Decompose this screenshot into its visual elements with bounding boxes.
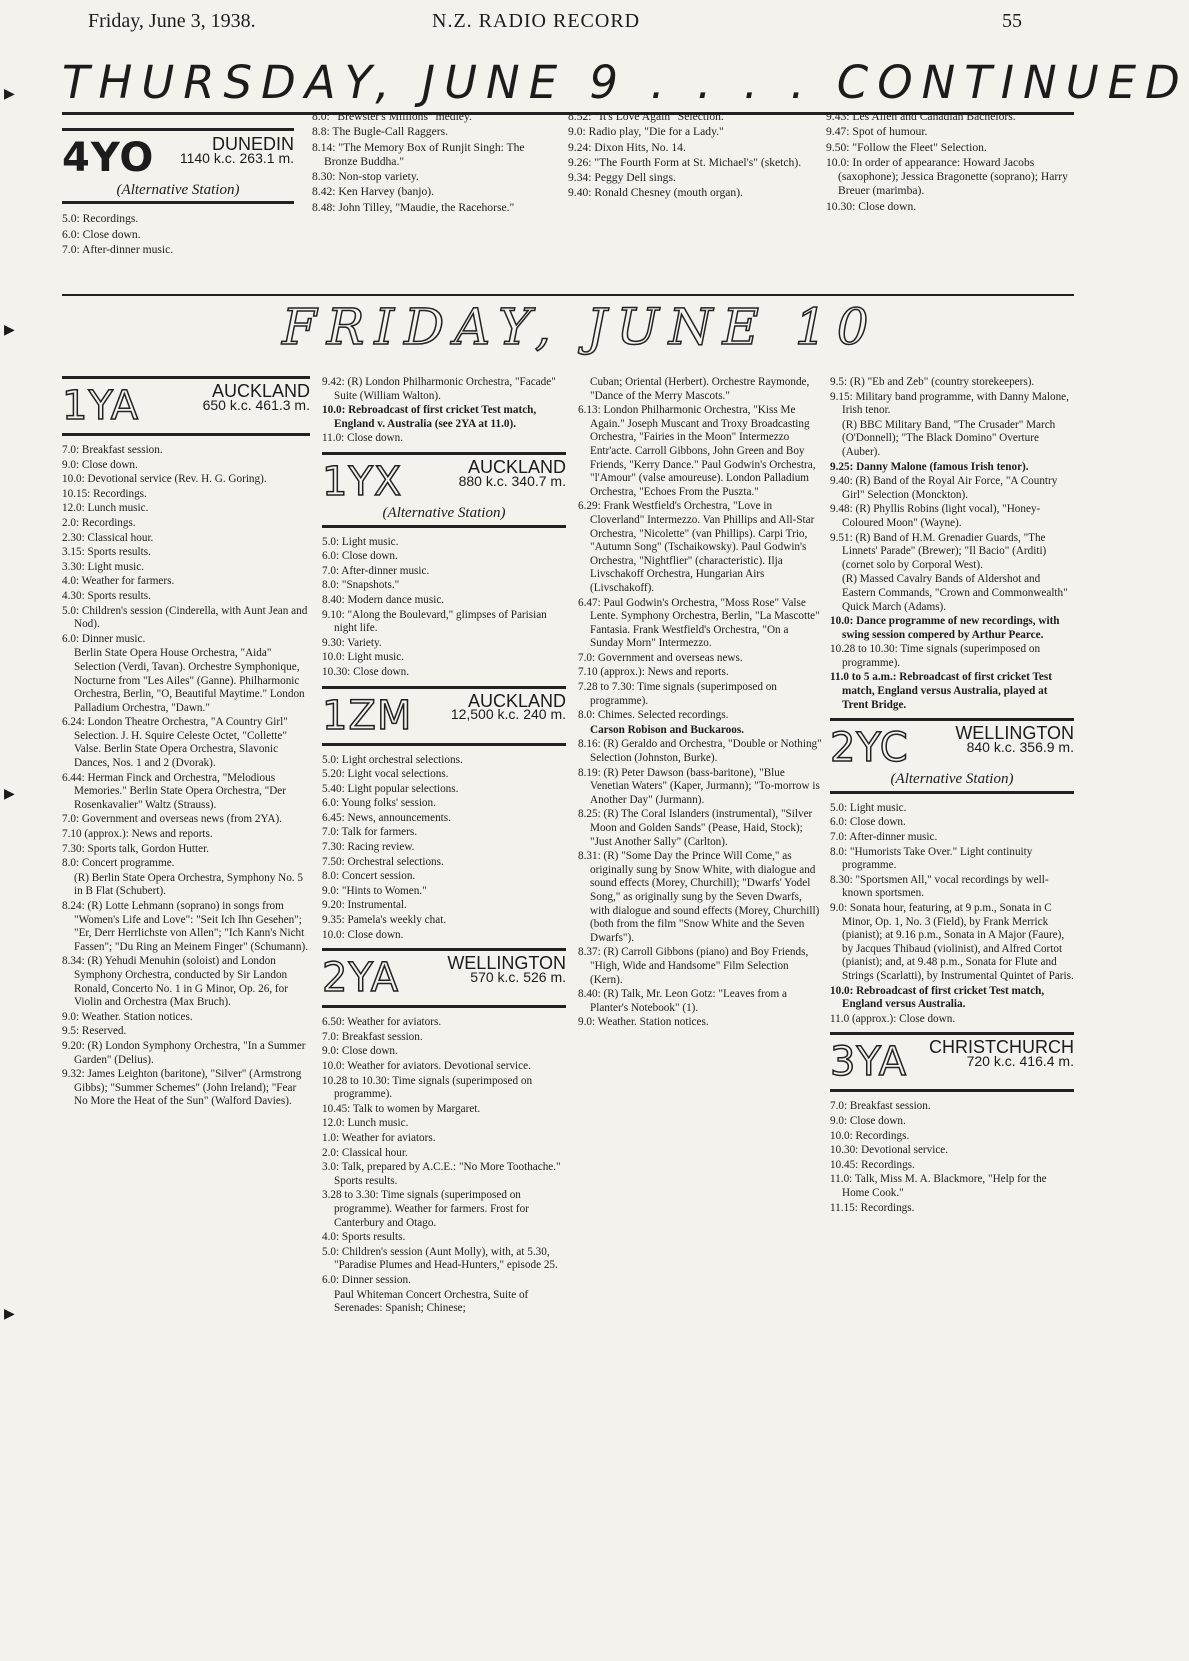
listing: 9.42: (R) London Philharmonic Orchestra, "Facade" Suite (William Walton).	[322, 376, 556, 402]
frequency: 840 k.c. 356.9 m.	[966, 738, 1074, 755]
listing: 9.0: Close down.	[322, 1045, 398, 1058]
listing: 5.0: Light music.	[830, 801, 907, 814]
listing: 6.44: Herman Finck and Orchestra, "Melodious Memories." Berlin State Opera Orchestra, "Der Rosenkavalier" Waltz (Strauss).	[62, 771, 286, 811]
listing: 9.43: Les Allen and Canadian Bachelors.	[826, 110, 1016, 123]
listing: 9.5: (R) "Eb and Zeb" (country storekeepers).	[830, 376, 1035, 388]
listing: 10.28 to 10.30: Time signals (superimposed on programme).	[830, 643, 1041, 669]
listing: 8.16: (R) Geraldo and Orchestra, "Double or Nothing" Selection (Johnston, Burke).	[578, 738, 822, 765]
listing: 6.29: Frank Westfield's Orchestra, "Love in Cloverland" Intermezzo. Van Phillips and All-Star Orchestra, "Nicolette" (van Phillips). Carpi Trio, "Autumn Song" (Tschaikowsky). Paul Godwin's Orchestra, "Nightflier" (characteristic). Ilja Livschakoff Orchestra, Hungarian Airs (Livschakoff).	[578, 500, 815, 594]
listing: 10.0: Rebroadcast of first cricket Test match, England versus Australia.	[830, 984, 1045, 1011]
city: WELLINGTON	[955, 723, 1074, 744]
friday-column-2	[322, 376, 566, 1317]
listing: 7.0: Talk for farmers.	[322, 826, 418, 839]
listing: 6.24: London Theatre Orchestra, "A Country Girl" Selection. J. H. Squire Celeste Octet, "Collette" Valse. Berlin State Opera Orchestra, Slavonic Dances, Nos. 1 and 2 (Dvorak).	[62, 716, 288, 770]
listing: 10.15: Recordings.	[62, 487, 147, 500]
issue-date: Friday, June 3, 1938.	[88, 10, 256, 32]
listing: 9.0: Weather. Station notices.	[578, 1016, 709, 1029]
city: CHRISTCHURCH	[929, 1037, 1074, 1058]
station-4yo-column	[62, 122, 294, 258]
listing: 11.0 to 5 a.m.: Rebroadcast of first cricket Test match, England versus Australia, played at Trent Bridge.	[830, 671, 1052, 711]
listing: 3.15: Sports results.	[62, 546, 151, 559]
listing: 6.0: Dinner music.	[62, 632, 146, 645]
listing: 7.0: Government and overseas news.	[578, 651, 743, 664]
listing: Carson Robison and Buckaroos.	[590, 723, 744, 736]
listing: 10.30: Close down.	[826, 199, 917, 213]
listing: 12.0: Lunch music.	[62, 502, 149, 515]
listing: 11.0 (approx.): Close down.	[830, 1012, 956, 1025]
friday-column-4	[830, 376, 1074, 1216]
margin-mark: ▶	[4, 86, 15, 102]
listing: 8.24: (R) Lotte Lehmann (soprano) in songs from "Women's Life and Love": "Seit Ich Ihn Gesehen"; "Er, Derr Herrlichste von Allen"; "Ich Kann's Nicht Fassen"; "Du Ring an Meinem Finger" (Schumann).	[62, 900, 309, 953]
listing: Berlin State Opera House Orchestra, "Aida" Selection (Verdi, Tavan). Orchestre Symphonique, Nocturne from "Les Ailes" (Ganne). Philharmonic Orchestra, Berlin, "O, Beautiful Maytime." London Palladium Orchestra, "Dawn."	[74, 647, 305, 714]
listing: 10.0: Dance programme of new recordings, with swing session compered by Arthur Pearce.	[830, 615, 1060, 641]
listing: 4.0: Sports results.	[322, 1231, 406, 1244]
listing: 10.28 to 10.30: Time signals (superimposed on programme).	[322, 1074, 533, 1101]
listing: 5.0: Children's session (Aunt Molly), with, at 5.30, "Paradise Plumes and Head-Hunters," episode 25.	[322, 1245, 558, 1272]
listing: 10.0: Recordings.	[830, 1129, 910, 1142]
friday-column-3	[578, 376, 822, 1031]
listing: Cuban; Oriental (Herbert). Orchestre Raymonde, "Dance of the Merry Mascots."	[590, 376, 810, 402]
listing: 9.0: Radio play, "Die for a Lady."	[568, 125, 724, 139]
listing: 8.34: (R) Yehudi Menuhin (soloist) and London Symphony Orchestra, conducted by Sir Landon Ronald, Concerto No. 1 in G Minor, Op. 26, for Violin and Orchestra (Max Bruch).	[62, 955, 288, 1009]
listing: 6.0: Close down.	[830, 816, 906, 829]
city: AUCKLAND	[467, 456, 566, 477]
listing: 8.0: Concert session.	[322, 870, 416, 883]
listing: 8.30: Non-stop variety.	[312, 170, 419, 184]
listing: 7.0: Breakfast session.	[62, 444, 163, 456]
listing: 6.50: Weather for aviators.	[322, 1016, 442, 1029]
section-rule	[62, 294, 1074, 296]
thursday-column-2	[312, 110, 552, 216]
listing: 8.19: (R) Peter Dawson (bass-baritone), "Blue Venetian Waters" (Kaper, Jurmann); "To-morrow is Another Day" (Jurmann).	[578, 766, 820, 806]
listing: 8.37: (R) Carroll Gibbons (piano) and Boy Friends, "High, Wide and Handsome" Film Selection (Kern).	[578, 946, 809, 986]
listing: 7.0: Breakfast session.	[322, 1030, 423, 1043]
margin-mark: ▶	[4, 1306, 15, 1322]
listing: 8.42: Ken Harvey (banjo).	[312, 185, 435, 199]
listing: 9.40: Ronald Chesney (mouth organ).	[568, 186, 743, 200]
listing: 7.0: After-dinner music.	[322, 564, 430, 577]
listing: 9.5: Reserved.	[62, 1025, 127, 1038]
city: DUNEDIN	[211, 134, 294, 154]
listing: 5.40: Light popular selections.	[322, 782, 459, 795]
listing: 7.0: After-dinner music.	[830, 831, 938, 844]
listing: 9.48: (R) Phyllis Robins (light vocal), "Honey-Coloured Moon" (Wayne).	[830, 503, 1041, 529]
listing: 4.0: Weather for farmers.	[62, 575, 175, 588]
listing: 6.47: Paul Godwin's Orchestra, "Moss Rose" Valse Lente. Symphony Orchestra, Berlin, "La Mascotte" Fantasia. Frank Westfield's Orchestra, "On a Sunday Morn" Intermezzo.	[578, 596, 820, 650]
frequency: 570 k.c. 526 m.	[470, 968, 566, 985]
listing: 5.0: Recordings.	[62, 212, 139, 226]
frequency: 650 k.c. 461.3 m.	[202, 396, 310, 413]
listing: 7.10 (approx.): News and reports.	[578, 666, 729, 679]
listing: 9.10: "Along the Boulevard," glimpses of Parisian night life.	[322, 608, 547, 635]
call-sign: 2YC	[830, 725, 909, 772]
listing: 9.40: (R) Band of the Royal Air Force, "A Country Girl" Selection (Monckton).	[830, 475, 1058, 501]
listing: 7.0: Government and overseas news (from 2YA).	[62, 813, 282, 826]
listing: 2.0: Classical hour.	[322, 1146, 408, 1159]
city: AUCKLAND	[211, 381, 310, 401]
call-sign: 1YA	[62, 383, 140, 429]
call-sign: 1YX	[322, 458, 403, 505]
listing: 4.30: Sports results.	[62, 589, 151, 602]
page-number: 55	[1002, 10, 1022, 32]
listing: 3.28 to 3.30: Time signals (superimposed on programme). Weather for farmers. Frost for Canterbury and Otago.	[322, 1189, 529, 1229]
thursday-column-4	[826, 110, 1074, 215]
listing: 9.32: James Leighton (baritone), "Silver" (Armstrong Gibbs); "Summer Schemes" (John Ireland); "Fear No More the Heat of the Sun" (Walford Davies).	[62, 1068, 302, 1108]
listing: 11.0: Talk, Miss M. A. Blackmore, "Help for the Home Cook."	[830, 1173, 1047, 1199]
listing: 10.30: Close down.	[322, 665, 410, 678]
station-1ya-block	[62, 376, 310, 436]
listing: 8.30: "Sportsmen All," vocal recordings by well-known sportsmen.	[830, 873, 1049, 900]
listing: 10.0: Close down.	[322, 928, 404, 941]
listing: 8.40: (R) Talk, Mr. Leon Gotz: "Leaves from a Planter's Notebook" (1).	[578, 988, 787, 1014]
call-sign: 3YA	[830, 1039, 908, 1086]
listing: 3.30: Light music.	[62, 560, 145, 573]
listing: 5.0: Light music.	[322, 535, 399, 548]
listing: (R) Massed Cavalry Bands of Aldershot and Eastern Commands, "Crown and Commonwealth" Quick March (Adams).	[842, 573, 1068, 613]
listing: 9.34: Peggy Dell sings.	[568, 171, 676, 185]
listing: 7.10 (approx.): News and reports.	[62, 828, 213, 841]
listing: 8.0: "Brewster's Millions" medley.	[312, 110, 472, 123]
listing: 6.0: Dinner session.	[322, 1273, 411, 1286]
listing: 9.20: Instrumental.	[322, 899, 407, 912]
listing: 3.0: Talk, prepared by A.C.E.: "No More Toothache." Sports results.	[322, 1161, 561, 1187]
listing: 10.0: Devotional service (Rev. H. G. Goring).	[62, 473, 267, 486]
listing: 6.45: News, announcements.	[322, 811, 451, 824]
listing: Paul Whiteman Concert Orchestra, Suite of Serenades: Spanish; Chinese;	[334, 1288, 529, 1315]
listing: 5.0: Light orchestral selections.	[322, 753, 463, 766]
listing: 8.14: "The Memory Box of Runjit Singh: The Bronze Buddha."	[312, 140, 525, 168]
listing: 5.0: Children's session (Cinderella, with Aunt Jean and Nod).	[62, 604, 308, 631]
listing: 10.45: Recordings.	[830, 1158, 915, 1171]
listing: 8.8: The Bugle-Call Raggers.	[312, 125, 448, 139]
listing: 2.0: Recordings.	[62, 516, 136, 529]
listing: 6.13: London Philharmonic Orchestra, "Kiss Me Again." Joseph Muscant and Troxy Broadcasting Orchestra, "Fairies in the Moon" Intermezzo Entr'acte. Carroll Gibbons, John Green and Boy Friends, "Kerry Dance." Paul Godwin's Orchestra, "l'Amour" (valse amoureuse). London Palladium Orchestra, "Echoes From the Puszta."	[578, 404, 816, 498]
listing: 8.40: Modern dance music.	[322, 593, 445, 606]
listing: 9.0: Weather. Station notices.	[62, 1010, 193, 1023]
alternative-label: (Alternative Station)	[116, 182, 240, 198]
station-1zm-block	[322, 686, 566, 746]
frequency: 720 k.c. 416.4 m.	[966, 1052, 1074, 1069]
listing: 8.0: "Humorists Take Over." Light continuity programme.	[830, 845, 1033, 872]
listing: 11.15: Recordings.	[830, 1201, 915, 1214]
listing: 7.30: Sports talk, Gordon Hutter.	[62, 842, 209, 855]
listing: 9.15: Military band programme, with Danny Malone, Irish tenor.	[830, 390, 1069, 417]
listing: (R) Berlin State Opera Orchestra, Symphony No. 5 in B Flat (Schubert).	[74, 871, 303, 898]
listing: 9.47: Spot of humour.	[826, 125, 928, 139]
listing: 10.45: Talk to women by Margaret.	[322, 1102, 481, 1115]
frequency: 1140 k.c. 263.1 m.	[179, 150, 294, 167]
listing: 9.35: Pamela's weekly chat.	[322, 914, 447, 927]
listing: 9.0: "Hints to Women."	[322, 884, 427, 897]
station-4yo-block	[62, 128, 294, 204]
listing: (R) BBC Military Band, "The Crusader" March (O'Donnell); "The Black Domino" Overture (Auber).	[842, 418, 1056, 458]
listing: 1.0: Weather for aviators.	[322, 1131, 436, 1144]
call-sign: 2YA	[322, 955, 400, 1002]
frequency: 880 k.c. 340.7 m.	[458, 472, 566, 489]
station-3ya-block	[830, 1032, 1074, 1092]
alternative-label: (Alternative Station)	[382, 504, 506, 521]
listing: 2.30: Classical hour.	[62, 531, 154, 544]
listing: 8.0: "Snapshots."	[322, 579, 400, 592]
listing: 8.0: Chimes. Selected recordings.	[578, 709, 729, 722]
station-2yc-block	[830, 718, 1074, 794]
friday-heading: FRIDAY, JUNE 10	[282, 298, 879, 356]
listing: 10.30: Devotional service.	[830, 1144, 949, 1157]
listing: 7.0: After-dinner music.	[62, 242, 174, 256]
listing: 9.26: "The Fourth Form at St. Michael's" (sketch).	[568, 155, 802, 169]
listing: 9.0: Close down.	[830, 1114, 906, 1127]
listing: 6.0: Close down.	[322, 550, 398, 563]
city: AUCKLAND	[467, 690, 566, 711]
listing: 8.52: "It's Love Again" Selection.	[568, 110, 724, 123]
frequency: 12,500 k.c. 240 m.	[450, 706, 566, 723]
listing: 9.20: (R) London Symphony Orchestra, "In a Summer Garden" (Delius).	[62, 1039, 306, 1066]
listing: 5.20: Light vocal selections.	[322, 768, 449, 781]
listing: 9.30: Variety.	[322, 636, 382, 649]
listing: 10.0: Weather for aviators. Devotional service.	[322, 1060, 531, 1072]
station-1yx-block	[322, 452, 566, 528]
listing: 11.0: Close down.	[322, 432, 404, 445]
call-sign: 1ZM	[322, 692, 413, 739]
friday-column-1	[62, 376, 310, 1110]
alternative-label: (Alternative Station)	[890, 771, 1014, 788]
listing: 7.28 to 7.30: Time signals (superimposed on programme).	[578, 681, 777, 707]
thursday-heading: THURSDAY, JUNE 9 . . . . CONTINUED	[62, 56, 1189, 109]
listing: 10.0: In order of appearance: Howard Jacobs (saxophone); Jessica Bragonette (soprano); Harry Breuer (marimba).	[826, 155, 1068, 198]
listing: 10.0: Light music.	[322, 651, 405, 664]
city: WELLINGTON	[447, 953, 566, 974]
listing: 9.51: (R) Band of H.M. Grenadier Guards, "The Linnets' Parade" (Brewer); "Il Bacio" (Arditi) (cornet solo by Corporal West).	[830, 531, 1047, 571]
listing: 9.50: "Follow the Fleet" Selection.	[826, 140, 987, 154]
listing: 6.0: Close down.	[62, 227, 141, 241]
listing: 12.0: Lunch music.	[322, 1117, 409, 1130]
thursday-column-3	[568, 110, 808, 202]
listing: 8.0: Concert programme.	[62, 857, 175, 870]
listing: 7.0: Breakfast session.	[830, 1100, 931, 1113]
listing: 8.25: (R) The Coral Islanders (instrumental), "Silver Moon and Golden Sands" (Pease, Haid, Stock); "Just Another Sally" (Carlton).	[578, 808, 813, 848]
margin-mark: ▶	[4, 322, 15, 338]
listing: 9.25: Danny Malone (famous Irish tenor).	[830, 460, 1029, 473]
listing: 9.0: Close down.	[62, 458, 138, 471]
listing: 7.50: Orchestral selections.	[322, 855, 444, 868]
listing: 9.24: Dixon Hits, No. 14.	[568, 140, 686, 154]
listing: 6.0: Young folks' session.	[322, 797, 436, 810]
listing: 10.0: Rebroadcast of first cricket Test match, England v. Australia (see 2YA at 11.0).	[322, 404, 537, 430]
publication-title: N.Z. RADIO RECORD	[432, 10, 641, 32]
listing: 8.48: John Tilley, "Maudie, the Racehorse."	[312, 200, 515, 214]
listing: 8.31: (R) "Some Day the Prince Will Come," as originally sung by Snow White, with dialogue and sound effects (Morey, Churchill); "Dwarfs' Yodel Song," as originally sung by the Seven Dwarfs, with dialogue and sound effects (Morey, Churchill) (both from the film "Snow White and the Seven Dwarfs").	[578, 850, 820, 944]
call-sign: 4YO	[62, 135, 155, 181]
listing: 9.0: Sonata hour, featuring, at 9 p.m., Sonata in C Minor, Op. 1, No. 3 (Field), by Frank Merrick (pianist); at 9.16 p.m., Sonata in A Major (Faure), by Jacques Thibaud (violinist), and Alfred Cortot (pianist); and, at 9.48 p.m., Sonata for Flute and Strings (Scarlatti), by Instrumental Quintet of Paris.	[830, 902, 1074, 982]
station-2ya-block	[322, 948, 566, 1008]
margin-mark: ▶	[4, 786, 15, 802]
listing: 7.30: Racing review.	[322, 841, 415, 854]
